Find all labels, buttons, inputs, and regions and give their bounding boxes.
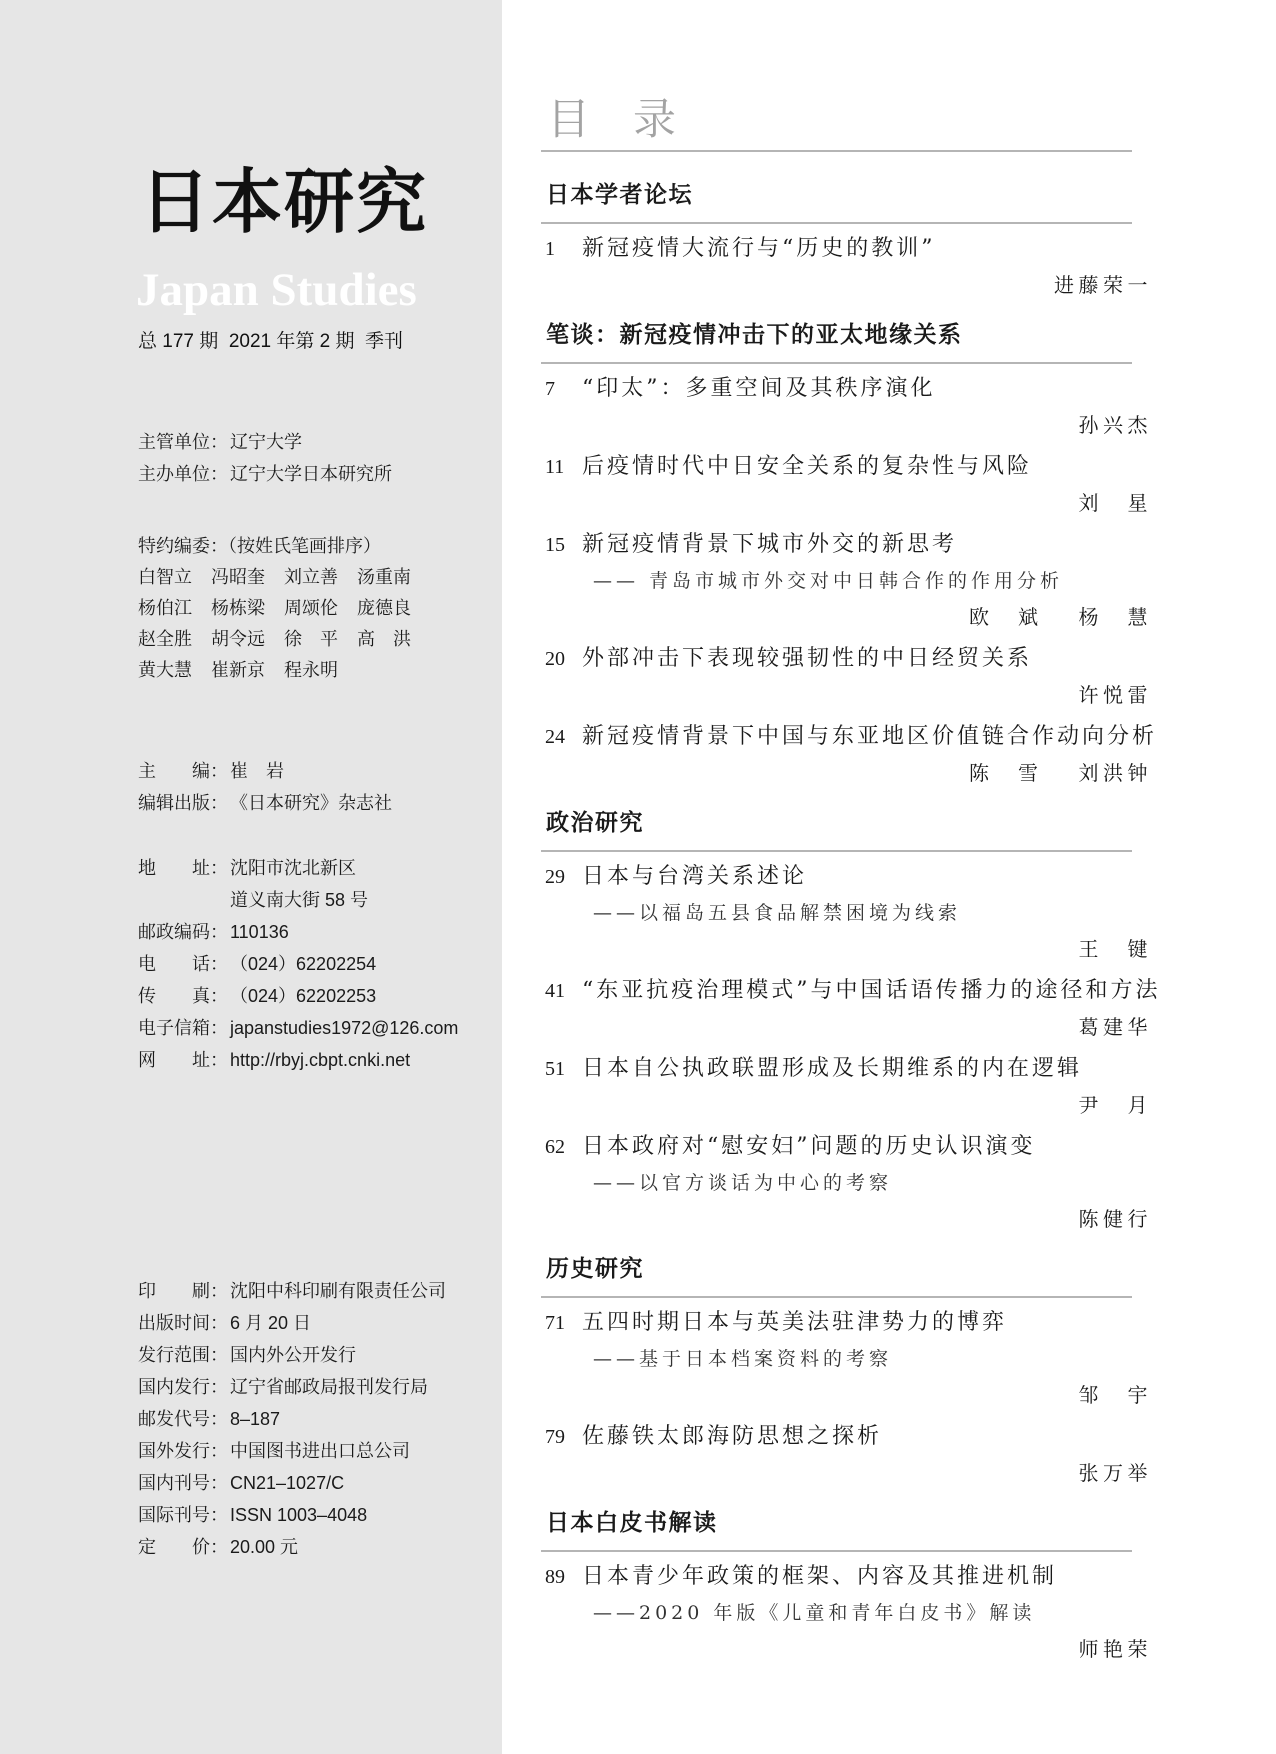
- info-value: 辽宁省邮政局报刊发行局: [230, 1377, 428, 1397]
- article-title-line: [541, 527, 1152, 563]
- toc-section: [541, 808, 1161, 1237]
- info-label: 传 真：: [138, 986, 228, 1006]
- article-title-line: [541, 449, 1152, 485]
- article-title-line: [541, 641, 1152, 677]
- info-label: 邮政编码：: [138, 922, 228, 942]
- table-of-contents: [541, 0, 1161, 1667]
- toc-section: [541, 1254, 1152, 1491]
- issue-info: 总 177 期 2021 年第 2 期 季刊: [138, 331, 404, 352]
- info-row: [138, 1044, 488, 1076]
- info-value: 沈阳中科印刷有限责任公司: [230, 1281, 446, 1301]
- article-title: 新冠疫情背景下中国与东亚地区价值链合作动向分析: [582, 724, 1158, 749]
- article-authors: [541, 1009, 1152, 1045]
- article-authors: [541, 1087, 1152, 1123]
- masthead-panel: [0, 0, 502, 1754]
- article-title-line: [541, 1051, 1152, 1087]
- info-row: [138, 426, 488, 458]
- page-number: 20: [545, 648, 565, 670]
- info-label: 定 价：: [138, 1537, 228, 1557]
- toc-item: [541, 1419, 1152, 1491]
- info-label: 发行范围：: [138, 1345, 228, 1365]
- page-number: 71: [545, 1312, 565, 1334]
- toc-section: [541, 320, 1158, 791]
- board-member-name: 庞德良: [357, 598, 411, 618]
- info-label: 电 话：: [138, 954, 228, 974]
- toc-item: [541, 859, 1152, 967]
- article-subtitle: ——以官方谈话为中心的考察: [593, 1172, 893, 1194]
- toc-item: [541, 371, 1152, 443]
- article-title-line: [541, 1305, 1152, 1341]
- info-value: japanstudies1972@126.com: [230, 1018, 459, 1038]
- page-number: 7: [545, 378, 555, 400]
- board-member-name: 汤重南: [357, 567, 411, 587]
- article-author: 陈 雪: [969, 761, 1043, 785]
- page-number: 1: [545, 238, 555, 260]
- info-label: 网 址：: [138, 1050, 228, 1070]
- info-row: [138, 1275, 488, 1307]
- article-title-line: [541, 719, 1158, 755]
- article-subtitle: —— 青岛市城市外交对中日韩合作的作用分析: [593, 570, 1064, 592]
- article-author: 进藤荣一: [1054, 273, 1152, 297]
- info-row: [138, 1531, 488, 1563]
- article-title: 日本政府对“慰安妇”问题的历史认识演变: [582, 1134, 1036, 1159]
- page-number: 89: [545, 1566, 565, 1588]
- toc-item: [541, 527, 1152, 635]
- article-subtitle: ——基于日本档案资料的考察: [593, 1348, 893, 1370]
- article-author: 王 键: [1078, 937, 1152, 961]
- page-number: 79: [545, 1426, 565, 1448]
- section-items: [541, 1298, 1152, 1491]
- toc-item: [541, 1305, 1152, 1413]
- journal-title-en: Japan Studies: [136, 264, 417, 316]
- info-value: 6 月 20 日: [230, 1313, 312, 1333]
- info-row: [138, 1012, 488, 1044]
- info-value: http://rbyj.cbpt.cnki.net: [230, 1050, 411, 1070]
- info-row: [138, 948, 488, 980]
- section-title: 日本白皮书解读: [541, 1508, 1132, 1552]
- info-row: [138, 1467, 488, 1499]
- board-member-name: 程永明: [284, 660, 338, 680]
- info-value: 沈阳市沈北新区: [230, 858, 356, 878]
- info-label: 电子信箱：: [138, 1018, 228, 1038]
- article-author: 张万举: [1078, 1461, 1152, 1485]
- article-title-line: [541, 1129, 1152, 1165]
- info-label: 主 编：: [138, 761, 228, 781]
- article-author: 杨 慧: [1078, 605, 1152, 629]
- info-value: ISSN 1003–4048: [230, 1505, 368, 1525]
- journal-logo: 日本研究: [140, 160, 428, 243]
- article-authors: [541, 1455, 1152, 1491]
- info-label: 印 刷：: [138, 1281, 228, 1301]
- info-row: [138, 1339, 488, 1371]
- info-value: 中国图书进出口总公司: [230, 1441, 410, 1461]
- section-title: 日本学者论坛: [541, 180, 1132, 224]
- article-title: “东亚抗疫治理模式”与中国话语传播力的途径和方法: [582, 978, 1161, 1003]
- toc-item: [541, 1129, 1152, 1237]
- article-authors: [541, 1201, 1152, 1237]
- info-label: 国外发行：: [138, 1441, 228, 1461]
- info-value: 辽宁大学日本研究所: [230, 464, 392, 484]
- info-value: （024）62202254: [230, 954, 377, 974]
- section-items: [541, 1552, 1152, 1667]
- section-items: [541, 364, 1158, 791]
- info-label: 主管单位：: [138, 432, 228, 452]
- article-title-line: [541, 231, 1152, 267]
- board-member-name: 周颂伦: [284, 598, 338, 618]
- info-value: 《日本研究》杂志社: [230, 793, 392, 813]
- info-label: 国内发行：: [138, 1377, 228, 1397]
- article-author: 师艳荣: [1078, 1637, 1152, 1661]
- info-value: （024）62202253: [230, 986, 377, 1006]
- article-title: 五四时期日本与英美法驻津势力的博弈: [582, 1310, 1008, 1335]
- article-authors: [541, 677, 1152, 713]
- info-value: 8–187: [230, 1409, 281, 1429]
- board-member-name: 黄大慧: [138, 660, 192, 680]
- info-row: [138, 884, 488, 916]
- toc-item: [541, 1559, 1152, 1667]
- page-number: 15: [545, 534, 565, 556]
- article-subtitle: ——以福岛五县食品解禁困境为线索: [593, 902, 962, 924]
- article-title: 日本自公执政联盟形成及长期维系的内在逻辑: [582, 1056, 1083, 1081]
- section-items: [541, 224, 1152, 303]
- section-title: 政治研究: [541, 808, 1132, 852]
- info-row: [138, 458, 488, 490]
- page-number: 41: [545, 980, 565, 1002]
- editorial-board-heading: 特约编委：（按姓氏笔画排序）: [138, 536, 381, 556]
- article-author: 欧 斌: [969, 605, 1043, 629]
- info-row: [138, 787, 488, 819]
- info-row: [138, 916, 488, 948]
- toc-item: [541, 641, 1152, 713]
- board-member-name: 杨伯江: [138, 598, 192, 618]
- board-member-name: 冯昭奎: [211, 567, 265, 587]
- info-value: CN21–1027/C: [230, 1473, 345, 1493]
- article-title: 新冠疫情大流行与“历史的教训”: [582, 236, 936, 261]
- info-value: 国内外公开发行: [230, 1345, 356, 1365]
- article-title-line: [541, 371, 1152, 407]
- info-label: 主办单位：: [138, 464, 228, 484]
- article-authors: [541, 931, 1152, 967]
- article-title: 后疫情时代中日安全关系的复杂性与风险: [582, 454, 1033, 479]
- info-row: [138, 852, 488, 884]
- info-row: [138, 1403, 488, 1435]
- article-authors: [541, 1377, 1152, 1413]
- info-label: 邮发代号：: [138, 1409, 228, 1429]
- article-authors: [541, 755, 1152, 791]
- article-author: 葛建华: [1078, 1015, 1152, 1039]
- article-title: 日本青少年政策的框架、内容及其推进机制: [582, 1564, 1058, 1589]
- article-title-line: [541, 973, 1161, 1009]
- toc-section: [541, 180, 1152, 303]
- article-authors: [541, 267, 1152, 303]
- editorial-board-names: [138, 562, 488, 686]
- editor-info: [138, 755, 488, 819]
- article-author: 尹 月: [1078, 1093, 1152, 1117]
- page-number: 24: [545, 726, 565, 748]
- info-row: [138, 1435, 488, 1467]
- article-title: 外部冲击下表现较强韧性的中日经贸关系: [582, 646, 1033, 671]
- article-title: “印太”：多重空间及其秩序演化: [582, 376, 936, 401]
- board-member-name: 高 洪: [357, 629, 411, 649]
- article-title-line: [541, 859, 1152, 895]
- info-row: [138, 755, 488, 787]
- article-author: 邹 宇: [1078, 1383, 1152, 1407]
- article-authors: [541, 485, 1152, 521]
- info-value: 崔 岩: [230, 761, 284, 781]
- article-authors: [541, 599, 1152, 635]
- toc-item: [541, 973, 1161, 1045]
- board-member-name: 胡令远: [211, 629, 265, 649]
- toc-item: [541, 449, 1152, 521]
- info-label: 地 址：: [138, 858, 228, 878]
- section-title: 笔谈：新冠疫情冲击下的亚太地缘关系: [541, 320, 1132, 364]
- board-member-name: 徐 平: [284, 629, 338, 649]
- section-items: [541, 852, 1161, 1237]
- page-number: 51: [545, 1058, 565, 1080]
- article-authors: [541, 407, 1152, 443]
- article-author: 许悦雷: [1078, 683, 1152, 707]
- article-author: 刘洪钟: [1078, 761, 1152, 785]
- toc-item: [541, 1051, 1152, 1123]
- article-title: 日本与台湾关系述论: [582, 864, 808, 889]
- page-number: 11: [545, 456, 565, 478]
- section-title: 历史研究: [541, 1254, 1132, 1298]
- board-member-name: 杨栋梁: [211, 598, 265, 618]
- board-member-name: 刘立善: [284, 567, 338, 587]
- page-number: 62: [545, 1136, 565, 1158]
- board-member-name: 白智立: [138, 567, 192, 587]
- article-author: 刘 星: [1078, 491, 1152, 515]
- info-row: [138, 1307, 488, 1339]
- article-author: 孙兴杰: [1078, 413, 1152, 437]
- article-title: 佐藤铁太郎海防思想之探析: [582, 1424, 883, 1449]
- info-label: 国际刊号：: [138, 1505, 228, 1525]
- article-title-line: [541, 1559, 1152, 1595]
- toc-sections: [541, 180, 1161, 1667]
- page-number: 29: [545, 866, 565, 888]
- toc-section: [541, 1508, 1152, 1667]
- editorial-board: [138, 531, 488, 686]
- article-authors: [541, 1631, 1152, 1667]
- info-value: 110136: [230, 922, 289, 942]
- info-row: [138, 1499, 488, 1531]
- info-value: 辽宁大学: [230, 432, 302, 452]
- info-value: 20.00 元: [230, 1537, 299, 1557]
- article-title: 新冠疫情背景下城市外交的新思考: [582, 532, 958, 557]
- article-title-line: [541, 1419, 1152, 1455]
- article-subtitle: ——2020 年版《儿童和青年白皮书》解读: [593, 1602, 1036, 1624]
- sponsor-info: [138, 426, 488, 490]
- info-label: 编辑出版：: [138, 793, 228, 813]
- toc-heading: 目 录: [541, 95, 1132, 152]
- toc-item: [541, 231, 1152, 303]
- article-author: 陈健行: [1078, 1207, 1152, 1231]
- publication-info: [138, 1275, 488, 1563]
- board-member-name: 崔新京: [211, 660, 265, 680]
- info-row: [138, 1371, 488, 1403]
- board-member-name: 赵全胜: [138, 629, 192, 649]
- contact-info: [138, 852, 488, 1076]
- info-label: 出版时间：: [138, 1313, 228, 1333]
- info-row: [138, 980, 488, 1012]
- info-label: 国内刊号：: [138, 1473, 228, 1493]
- info-value: 道义南大街 58 号: [230, 890, 369, 910]
- toc-item: [541, 719, 1158, 791]
